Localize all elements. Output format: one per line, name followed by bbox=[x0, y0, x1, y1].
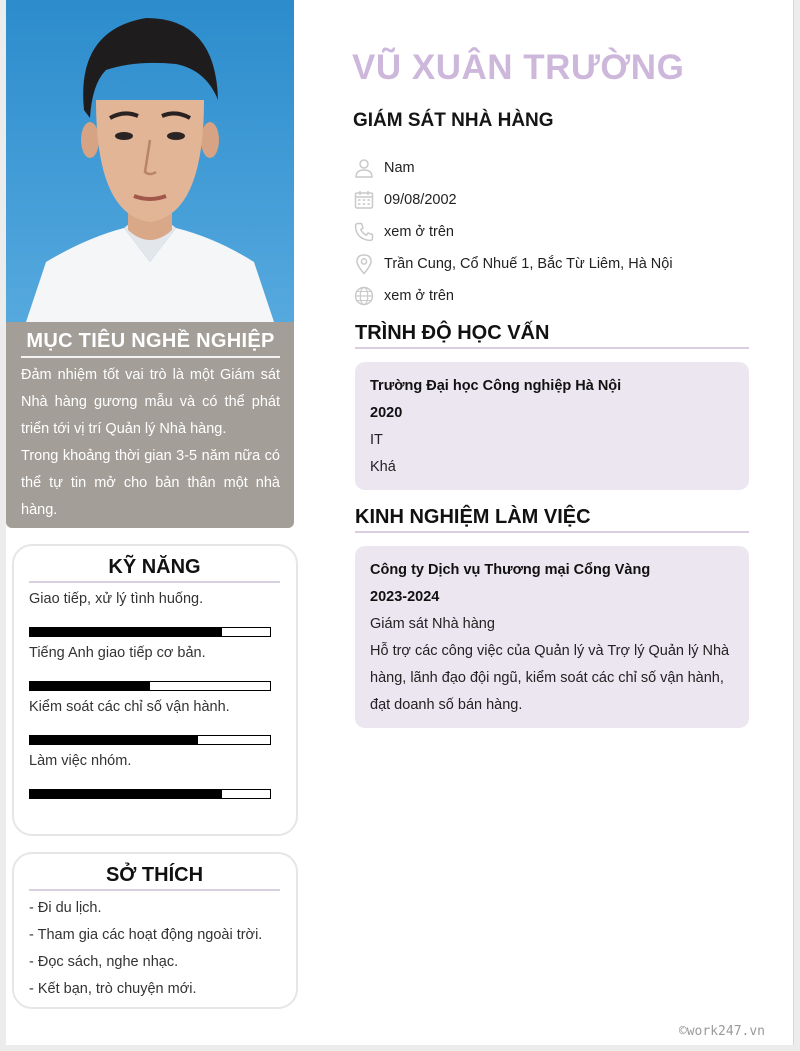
profile-photo bbox=[6, 0, 294, 322]
objective-paragraph: Đảm nhiệm tốt vai trò là một Giám sát Nhà hàng gương mẫu và có thể phát triển tới vị trí Quản lý Nhà hàng. bbox=[21, 367, 280, 437]
contact-gender bbox=[353, 156, 415, 180]
experience-period: 2023-2024 bbox=[370, 589, 440, 605]
skill-name: Giao tiếp, xử lý tình huống. bbox=[29, 591, 204, 607]
experience-card bbox=[355, 546, 749, 728]
company-name: Công ty Dịch vụ Thương mại Cổng Vàng bbox=[370, 562, 651, 578]
phone-icon bbox=[353, 221, 375, 243]
objective-title: MỤC TIÊU NGHỀ NGHIỆP bbox=[21, 330, 280, 358]
phone-value: xem ở trên bbox=[384, 224, 454, 240]
address-value: Trần Cung, Cổ Nhuế 1, Bắc Từ Liêm, Hà Nội bbox=[384, 256, 673, 272]
skill-item bbox=[29, 753, 280, 799]
education-grade: Khá bbox=[370, 459, 396, 475]
job-title: GIÁM SÁT NHÀ HÀNG bbox=[353, 110, 554, 131]
education-title: TRÌNH ĐỘ HỌC VẤN bbox=[355, 322, 749, 349]
skill-item bbox=[29, 699, 280, 745]
skill-bar-fill bbox=[30, 682, 150, 690]
contact-phone bbox=[353, 220, 454, 244]
calendar-icon bbox=[353, 189, 375, 211]
location-icon bbox=[353, 253, 375, 275]
skill-item bbox=[29, 591, 280, 637]
portrait-photo-icon bbox=[6, 0, 294, 322]
hobby-item: - Tham gia các hoạt động ngoài trời. bbox=[29, 927, 263, 943]
hobbies-box bbox=[12, 852, 298, 1009]
contact-address bbox=[353, 252, 673, 276]
globe-icon bbox=[353, 285, 375, 307]
skill-bar-fill bbox=[30, 628, 222, 636]
skill-bar bbox=[29, 681, 271, 691]
candidate-name: VŨ XUÂN TRƯỜNG bbox=[352, 48, 685, 87]
experience-position: Giám sát Nhà hàng bbox=[370, 616, 495, 632]
skills-box bbox=[12, 544, 298, 836]
skill-name: Làm việc nhóm. bbox=[29, 753, 132, 769]
dob-value: 09/08/2002 bbox=[384, 192, 457, 208]
skill-bar-fill bbox=[30, 790, 222, 798]
skill-name: Tiếng Anh giao tiếp cơ bản. bbox=[29, 645, 206, 661]
user-icon bbox=[353, 157, 375, 179]
education-major: IT bbox=[370, 432, 383, 448]
skill-bar-fill bbox=[30, 736, 198, 744]
objective-paragraph: Trong khoảng thời gian 3-5 năm nữa có thể tự tin mở cho bản thân một nhà hàng. bbox=[21, 448, 280, 518]
skill-bar bbox=[29, 735, 271, 745]
gender-value: Nam bbox=[384, 160, 415, 176]
hobby-item: - Đi du lịch. bbox=[29, 900, 102, 916]
skill-bar bbox=[29, 789, 271, 799]
skills-title: KỸ NĂNG bbox=[29, 546, 280, 583]
watermark: ©work247.vn bbox=[678, 1024, 765, 1039]
career-objective bbox=[6, 322, 294, 528]
education-year: 2020 bbox=[370, 405, 403, 421]
experience-title: KINH NGHIỆM LÀM VIỆC bbox=[355, 506, 749, 533]
hobby-item: - Kết bạn, trò chuyện mới. bbox=[29, 981, 197, 997]
hobbies-title: SỞ THÍCH bbox=[29, 854, 280, 891]
education-card bbox=[355, 362, 749, 490]
contact-website bbox=[353, 284, 454, 308]
hobby-item: - Đọc sách, nghe nhạc. bbox=[29, 954, 179, 970]
skill-bar bbox=[29, 627, 271, 637]
school-name: Trường Đại học Công nghiệp Hà Nội bbox=[370, 378, 622, 394]
cv-page bbox=[6, 0, 794, 1045]
skill-name: Kiểm soát các chỉ số vận hành. bbox=[29, 699, 230, 715]
website-value: xem ở trên bbox=[384, 288, 454, 304]
contact-dob bbox=[353, 188, 457, 212]
skill-item bbox=[29, 645, 280, 691]
experience-description: Hỗ trợ các công việc của Quản lý và Trợ lý Quản lý Nhà hàng, lãnh đạo đội ngũ, kiểm soát các chỉ số vận hành, đạt doanh số bán hàng. bbox=[370, 643, 730, 713]
